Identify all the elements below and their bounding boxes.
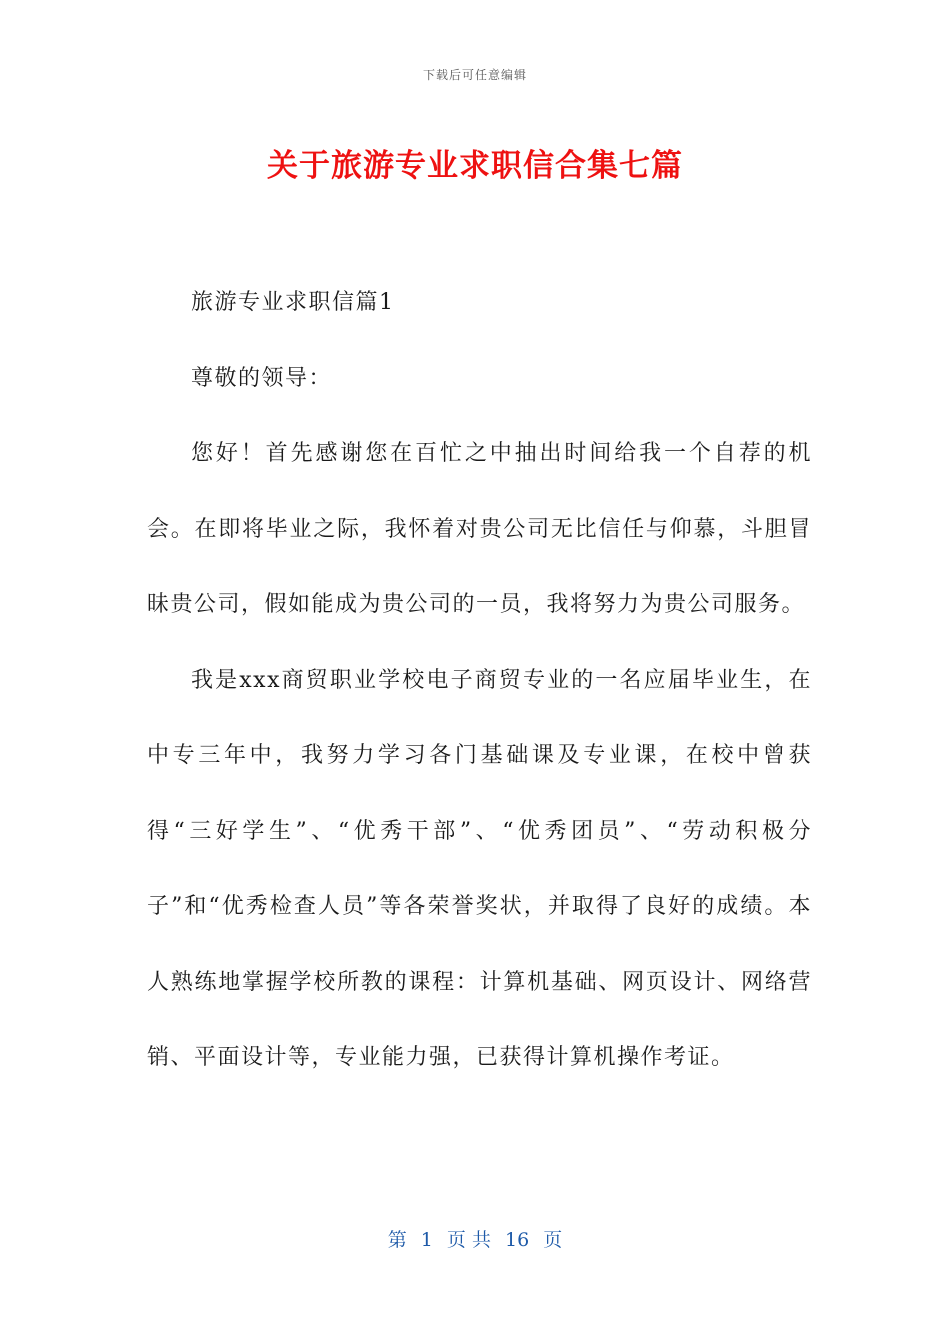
paragraph-greeting: 您好！首先感谢您在百忙之中抽出时间给我一个自荐的机会。在即将毕业之际，我怀着对贵公司无比信任与仰慕，斗胆冒昧贵公司，假如能成为贵公司的一员，我将努力为贵公司服务。	[147, 441, 812, 617]
footer-total-pages: 16	[505, 1229, 530, 1251]
paragraph-introduction: 我是xxx商贸职业学校电子商贸专业的一名应届毕业生，在中专三年中，我努力学习各门基础课及专业课，在校中曾获得“三好学生”、“优秀干部”、“优秀团员”、“劳动积极分子”和“优秀检查人员”等各荣誉奖状，并取得了良好的成绩。本人熟练地掌握学校所教的课程：计算机基础、网页设计、网络营销、平面设计等，专业能力强，已获得计算机操作考证。	[147, 667, 812, 1070]
page-footer	[0, 1225, 950, 1252]
footer-prefix: 第	[387, 1229, 407, 1251]
document-body	[147, 265, 812, 1096]
footer-current-page: 1	[420, 1229, 433, 1251]
paragraph-salutation: 尊敬的领导：	[191, 365, 333, 391]
footer-middle: 页 共	[446, 1229, 491, 1251]
header-note: 下载后可任意编辑	[422, 68, 527, 82]
document-title: 关于旅游专业求职信合集七篇	[267, 148, 683, 184]
footer-suffix: 页	[543, 1229, 563, 1251]
paragraph-section-heading: 旅游专业求职信篇1	[191, 290, 395, 315]
